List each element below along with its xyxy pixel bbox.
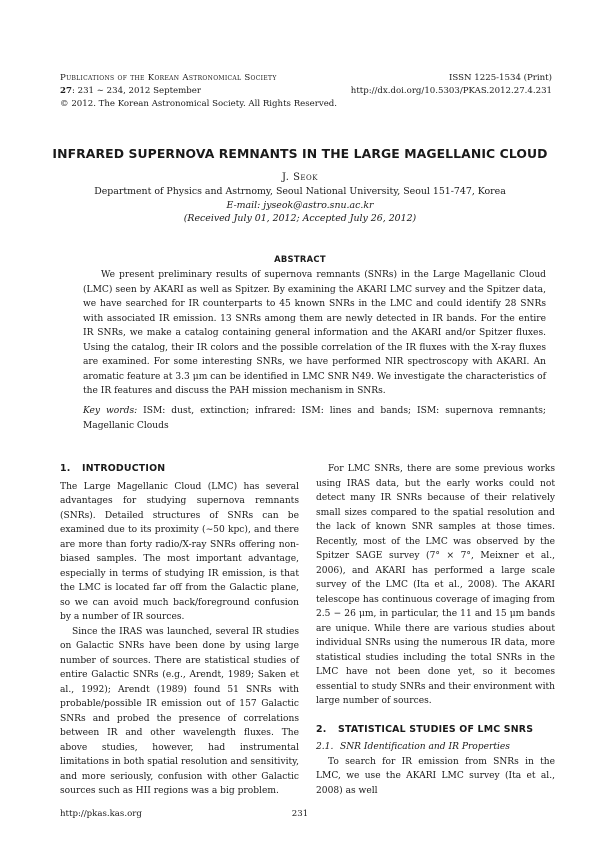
subsection-number: 2.1. [316,742,334,752]
paragraph: For LMC SNRs, there are some previous works using IRAS data, but the early works could not detect many IR SNRs because of their relatively small sizes compared to the spatial resolution and the lack of known SNR samples at those times. Recently, most of the LMC was observed by the Spitzer SAGE survey (7° × 7°, Meixner et al., 2006), and AKARI has performed a large scale survey of the LMC (Ita et al., 2008). The AKARI telescope has continuous coverage of imaging from 2.5 − 26 μm, in particular, the 11 and 15 μm bands are unique. While there are various studies about individual SNRs using the numerous IR data, more statistical studies including the total SNRs in the LMC have not been done yet, so it becomes essential to study SNRs and their environment with large number of sources. [316,464,555,706]
paragraph: Since the IRAS was launched, several IR studies on Galactic SNRs have been done by using large number of sources. There are statistical studies of entire Galactic SNRs (e.g., Arendt, 1989; Saken et al., 1992); Arendt (1989) found 51 SNRs with probable/possible IR emission out of 157 Galactic SNRs and probed the presence of correlations between IR and other wavelength fluxes. The above studies, however, had instrumental limitations in both spatial resolution and sensitivity, and more seriously, confusion with other Galactic sources such as HII regions was a big problem. [60,626,299,796]
section-title: INTRODUCTION [82,463,166,474]
footer-url[interactable]: http://pkas.kas.org [60,809,142,819]
keywords-label: Key words: [83,406,138,416]
paragraph: The Large Magellanic Cloud (LMC) has several advantages for studying supernova remnants (SNRs). Detailed structures of SNRs can be examined due to its proximity (∼50 kpc), and there are more than forty radio/X-ray SNRs offering non-biased samples. The most important advantage, especially in terms of studying IR emission, is that the LMC is located far off from the Galactic plane, so we can avoid much back/foreground confusion by a number of IR sources. [60,481,299,622]
email: E-mail: jyseok@astro.snu.ac.kr [226,199,374,211]
paragraph: To search for IR emission from SNRs in the LMC, we use the AKARI LMC survey (Ita et al., 2008) as well [316,756,555,796]
doi-link[interactable]: http://dx.doi.org/10.5303/PKAS.2012.27.4.231 [350,86,552,96]
affiliation: Department of Physics and Astrnomy, Seoul National University, Seoul 151-747, Korea [94,186,506,197]
subsection-title: SNR Identification and IR Properties [340,742,510,752]
journal-header [60,72,337,111]
journal-name: Publications of the Korean Astronomical Society [60,73,277,83]
section-number: 1. [60,463,71,474]
section-number: 2. [316,723,327,735]
keywords [83,404,546,433]
section-heading-statistical [316,723,555,738]
issn: ISSN 1225-1534 (Print) [449,73,552,83]
pages-date: : 231 ∼ 234, 2012 September [71,86,201,96]
author: J. Seok [281,172,319,183]
copyright: © 2012. The Korean Astronomical Society. All Rights Reserved. [60,99,338,109]
abstract-text: We present preliminary results of supernova remnants (SNRs) in the Large Magellanic Cloud (LMC) seen by AKARI as well as Spitzer. By examining the AKARI LMC survey and the Spitzer data, we have searched for IR counterparts to 45 known SNRs in the LMC and could identify 28 SNRs with associated IR emission. 13 SNRs among them are newly detected in IR bands. For the entire IR SNRs, we make a catalog containing general information and the AKARI and/or Spitzer fluxes. Using the catalog, their IR colors and the possible correlation of the IR fluxes with the X-ray fluxes are examined. For some interesting SNRs, we have performed NIR spectroscopy with AKARI. An aromatic feature at 3.3 μm can be identified in LMC SNR N49. We investigate the characteristics of the IR features and discuss the PAH mission mechanism in SNRs. [83,270,546,396]
issue-info [60,85,337,98]
left-column [60,462,299,799]
section-title: STATISTICAL STUDIES OF LMC SNRS [338,723,534,735]
abstract-heading: ABSTRACT [274,254,326,264]
publication-ids [351,72,552,98]
subsection-heading [316,740,555,755]
volume: 27 [60,86,72,96]
keywords-list: ISM: dust, extinction; infrared: ISM: lines and bands; ISM: supernova remnants; Magellanic Clouds [83,406,546,431]
section-heading-introduction [60,462,299,477]
paper-title: INFRARED SUPERNOVA REMNANTS IN THE LARGE MAGELLANIC CLOUD [52,146,548,161]
page-number: 231 [291,809,309,819]
right-column [316,462,555,798]
author-info [0,185,600,226]
received-date: (Received July 01, 2012; Accepted July 26, 2012) [183,213,417,224]
